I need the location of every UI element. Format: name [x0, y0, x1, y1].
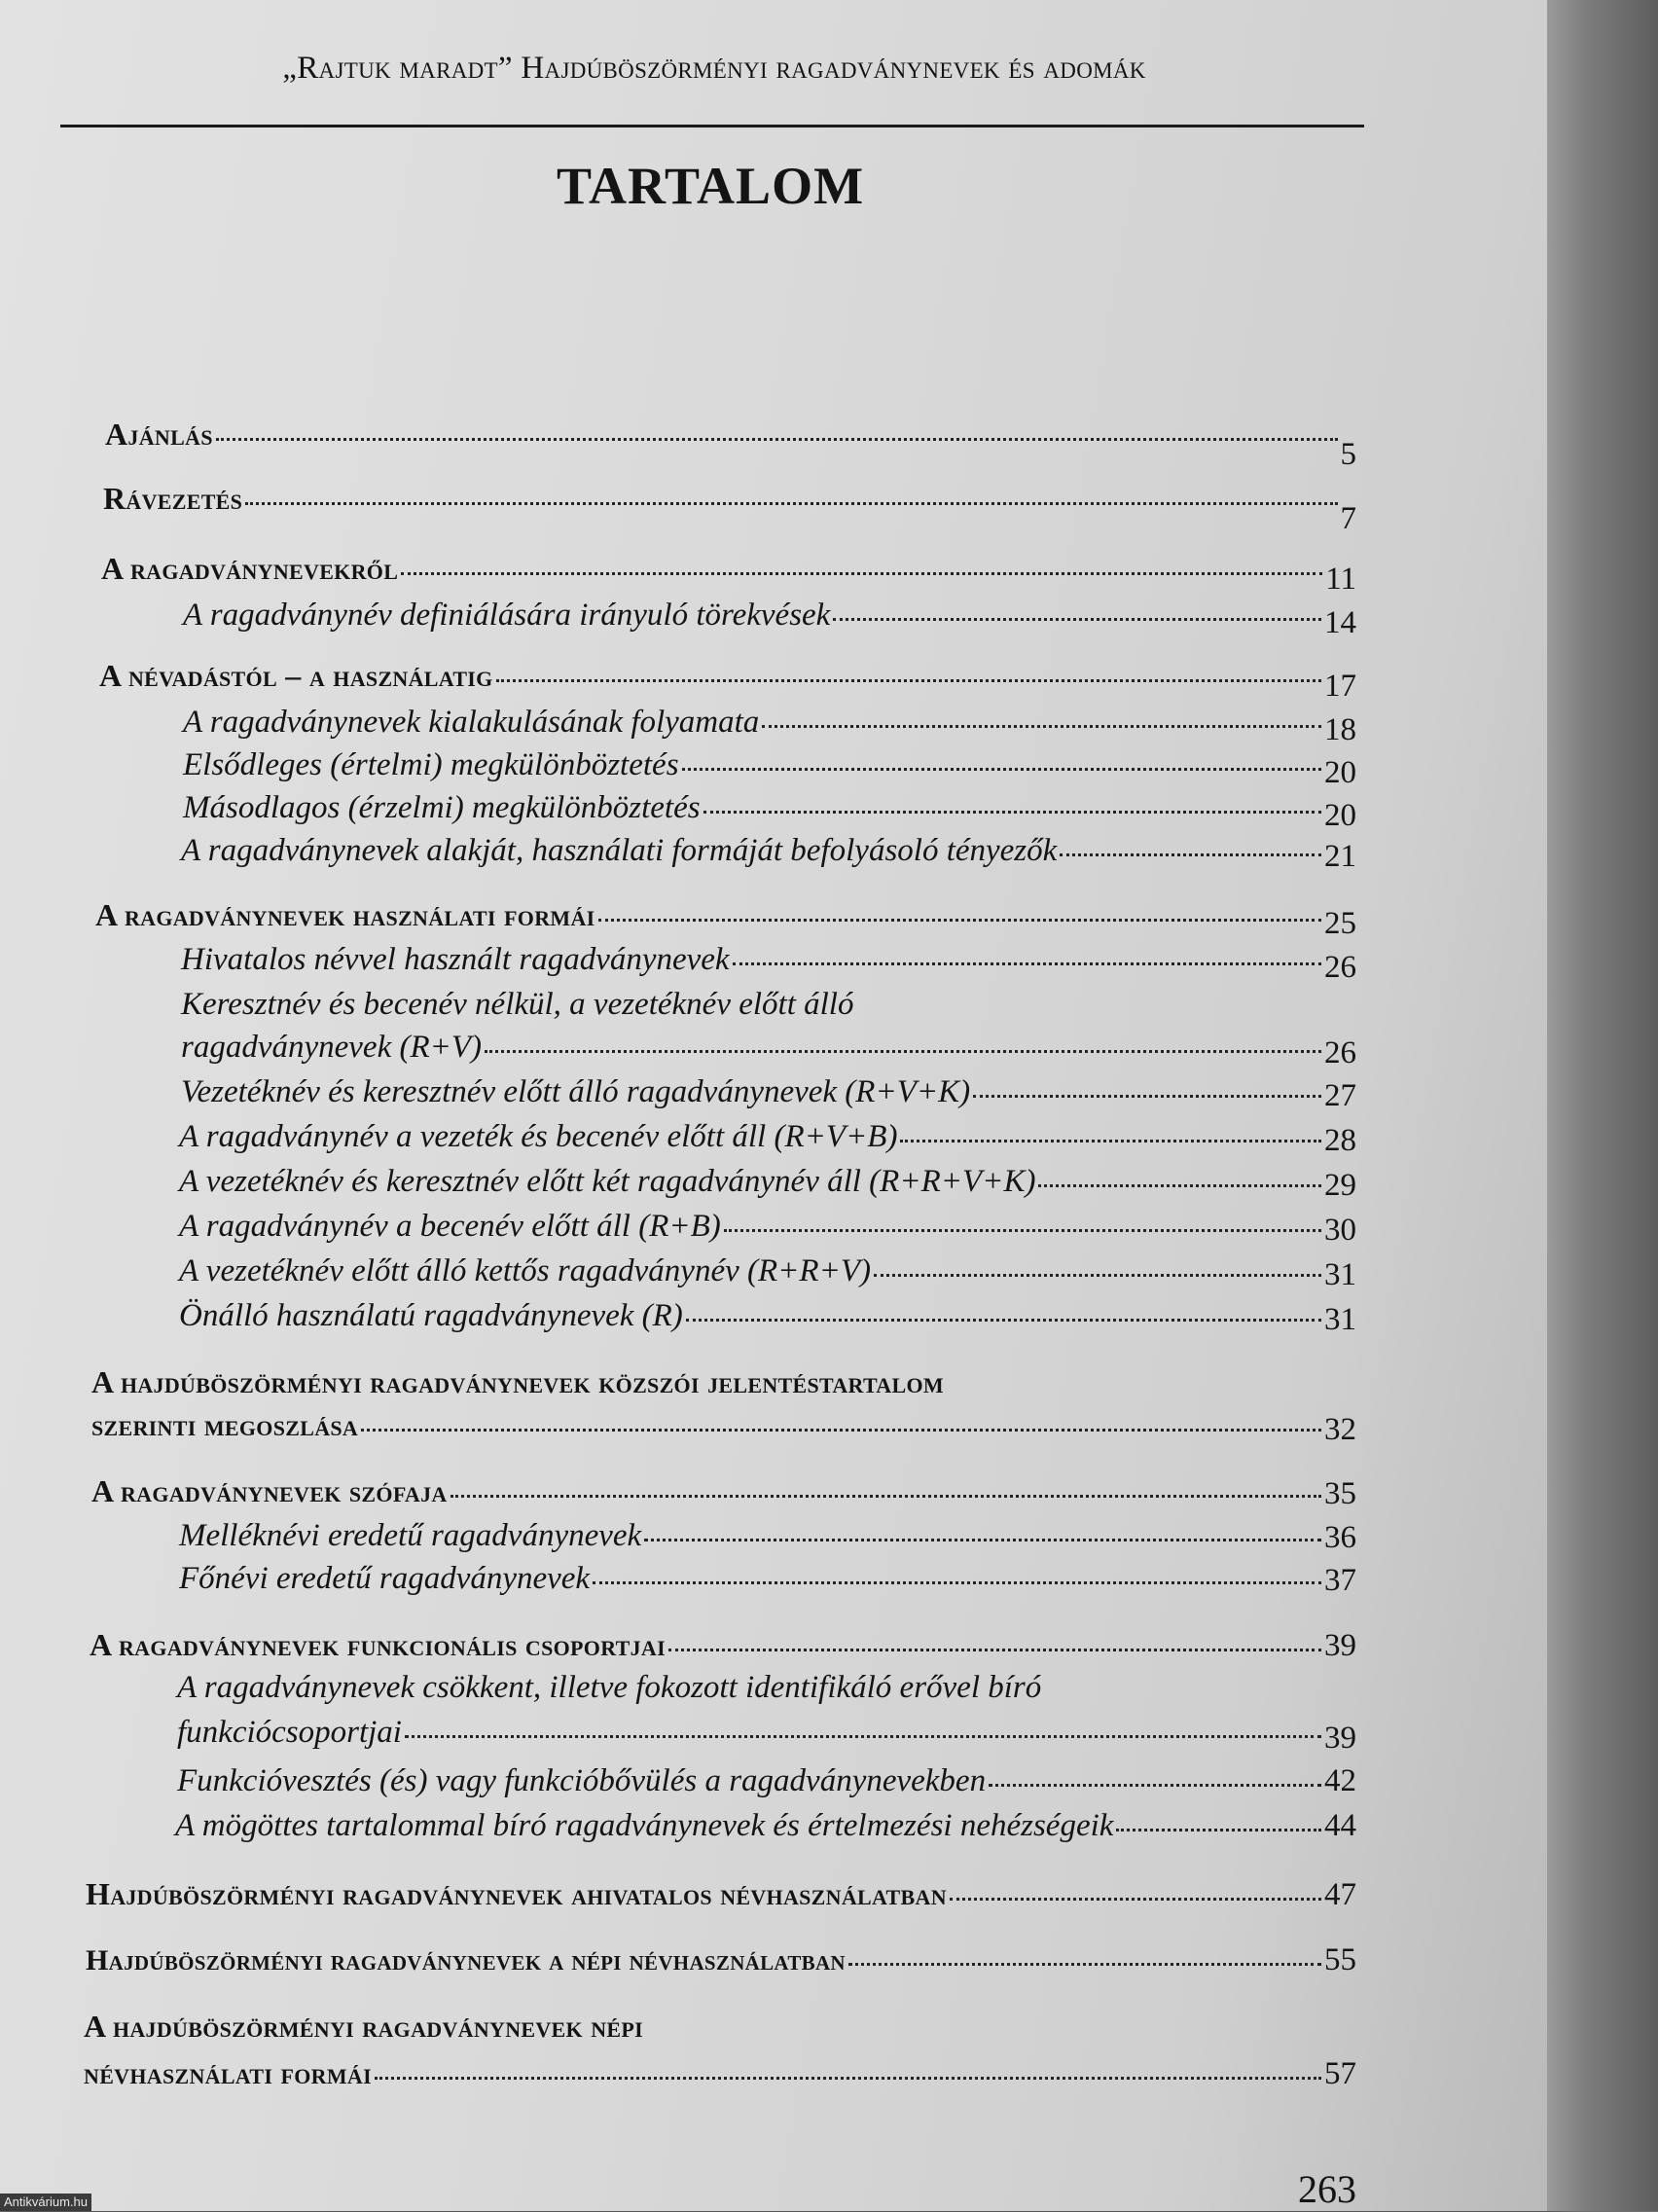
- toc-leader-dots: [668, 1649, 1321, 1651]
- toc-entry: [99, 658, 1356, 704]
- toc-leader-dots: [989, 1784, 1321, 1787]
- toc-page-number: 39: [1324, 1721, 1356, 1756]
- toc-entry-label: Rávezetés: [103, 481, 243, 516]
- toc-page-number: 26: [1324, 1035, 1356, 1070]
- toc-entry-label: Hivatalos névvel használt ragadványnevek: [181, 942, 730, 977]
- toc-entry-label: A ragadványnevek használati formái: [95, 897, 595, 932]
- running-head: „Rajtuk maradt” Hajdúböszörményi ragadványnevek és adomák: [282, 51, 1146, 86]
- toc-entry-label: Ajánlás: [105, 417, 213, 452]
- toc-entry: [91, 1473, 1356, 1512]
- toc-entry-label: Melléknévi eredetű ragadványnevek: [179, 1518, 642, 1553]
- toc-entry: [179, 1253, 1356, 1292]
- toc-leader-dots: [593, 1581, 1321, 1584]
- toc-entry-label: A vezetéknév és keresztnév előtt két ragadványnév áll (R+R+V+K): [179, 1164, 1036, 1199]
- toc-entry-label: névhasználati formái: [84, 2055, 372, 2090]
- toc-leader-dots: [848, 1963, 1321, 1966]
- toc-entry-label: A ragadványnevek kialakulásának folyamata: [183, 705, 760, 740]
- toc-page-number: 25: [1324, 906, 1356, 941]
- page-edge-shadow: [1547, 0, 1658, 2211]
- toc-page-number: 30: [1324, 1213, 1356, 1248]
- toc-entry-label: A ragadványnév a becenév előtt áll (R+B): [179, 1209, 721, 1244]
- toc-entry: [183, 747, 1356, 790]
- toc-entry-label: Vezetéknév és keresztnév előtt álló ragadványnevek (R+V+K): [181, 1074, 971, 1109]
- toc-page-number: 47: [1324, 1877, 1356, 1912]
- toc-entry-label: Hajdúböszörményi ragadványnevek ahivatalos névhasználatban: [86, 1876, 947, 1911]
- toc-leader-dots: [973, 1095, 1321, 1098]
- toc-entry: [181, 1030, 1356, 1069]
- toc-leader-dots: [686, 1319, 1321, 1322]
- toc-page-number: 35: [1324, 1476, 1356, 1511]
- toc-entry-label: A ragadványnevek funkcionális csoportjai: [90, 1627, 666, 1662]
- toc-page-number: 20: [1324, 755, 1356, 790]
- toc-page-number: 31: [1324, 1302, 1356, 1337]
- toc-page-number: 21: [1324, 839, 1356, 874]
- toc-leader-dots: [245, 502, 1337, 505]
- toc-leader-dots: [361, 1429, 1321, 1432]
- toc-page-number: 39: [1324, 1628, 1356, 1663]
- toc-page-number: 29: [1324, 1168, 1356, 1203]
- toc-entry-label: Hajdúböszörményi ragadványnevek a népi névhasználatban: [86, 1944, 846, 1976]
- toc-page-number: 42: [1324, 1763, 1356, 1798]
- toc-page-number: 27: [1324, 1078, 1356, 1113]
- toc-entry-label: Elsődleges (értelmi) megkülönböztetés: [183, 747, 679, 782]
- toc-page-number: 36: [1324, 1520, 1356, 1555]
- toc-entry: [105, 417, 1356, 472]
- toc-leader-dots: [682, 768, 1321, 771]
- toc-leader-dots: [375, 2077, 1321, 2080]
- toc-entry-label: Funkcióvesztés (és) vagy funkcióbővülés a ragadványnevekben: [177, 1763, 987, 1798]
- toc-leader-dots: [644, 1539, 1321, 1541]
- toc-entry: [179, 1561, 1356, 1600]
- toc-leader-dots: [1038, 1184, 1321, 1187]
- toc-entry-label-line1: Keresztnév és becenév nélkül, a vezetéknév előtt álló: [181, 987, 854, 1022]
- toc-leader-dots: [401, 572, 1322, 575]
- toc-entry-label: funkciócsoportjai: [177, 1715, 402, 1750]
- toc-leader-dots: [724, 1229, 1321, 1232]
- toc-page-number: 26: [1324, 950, 1356, 985]
- toc-entry-label: Főnévi eredetű ragadványnevek: [179, 1561, 591, 1596]
- toc-entry: [179, 1209, 1356, 1248]
- toc-entry-label: A ragadványnevek alakját, használati formáját befolyásoló tényezők: [181, 833, 1058, 868]
- page-number: 263: [1298, 2167, 1356, 2211]
- toc-page-number: 44: [1324, 1808, 1356, 1843]
- watermark: Antikvárium.hu: [0, 2194, 91, 2211]
- page-title: TARTALOM: [556, 157, 865, 215]
- toc-page-number: 31: [1324, 1257, 1356, 1292]
- toc-page-number: 32: [1324, 1412, 1356, 1447]
- toc-entry: [181, 833, 1356, 872]
- toc-entry: [86, 1942, 1356, 1981]
- toc-entry: [177, 1763, 1356, 1802]
- toc-page-number: 55: [1324, 1942, 1356, 1977]
- toc-leader-dots: [216, 438, 1338, 441]
- toc-page-number: 7: [1340, 501, 1356, 536]
- toc-leader-dots: [703, 811, 1321, 814]
- toc-leader-dots: [762, 725, 1321, 728]
- toc-entry: [95, 897, 1356, 941]
- toc-entry: [86, 1876, 1356, 1915]
- toc-page-number: 11: [1325, 562, 1356, 597]
- toc-entry-label: A ragadványnév a vezeték és becenév előtt áll (R+V+B): [179, 1119, 898, 1154]
- toc-leader-dots: [874, 1274, 1321, 1277]
- toc-page-number: 57: [1324, 2056, 1356, 2091]
- toc-entry-label-line1: A hajdúböszörményi ragadványnevek népi: [84, 2009, 644, 2044]
- toc-entry-label: A névadástól – a használatig: [99, 658, 493, 693]
- toc-page-number: 37: [1324, 1563, 1356, 1598]
- toc-entry-label: A ragadványnevek szófaja: [91, 1473, 448, 1508]
- toc-leader-dots: [496, 679, 1321, 682]
- toc-entry: [84, 2055, 1356, 2094]
- toc-leader-dots: [451, 1495, 1321, 1498]
- toc-entry-label: Másodlagos (érzelmi) megkülönböztetés: [183, 790, 701, 825]
- toc-entry: [183, 598, 1356, 640]
- toc-entry-label-line1: A ragadványnevek csökkent, illetve fokozott identifikáló erővel bíró: [177, 1670, 1042, 1705]
- toc-page-number: 28: [1324, 1123, 1356, 1158]
- toc-leader-dots: [733, 962, 1321, 965]
- toc-entry: [183, 790, 1356, 833]
- toc-page-number: 17: [1324, 669, 1356, 704]
- toc-entry: [90, 1627, 1356, 1666]
- toc-leader-dots: [833, 618, 1321, 621]
- toc-entry-label: A ragadványnevekről: [101, 551, 399, 586]
- toc-entry-label: A mögöttes tartalommal bíró ragadványnevek és értelmezési nehézségeik: [175, 1808, 1114, 1843]
- toc-leader-dots: [1060, 853, 1321, 856]
- toc-entry: [179, 1518, 1356, 1557]
- toc-entry: [91, 1407, 1356, 1446]
- toc-leader-dots: [485, 1050, 1321, 1053]
- toc-entry-label: ragadványnevek (R+V): [181, 1030, 483, 1065]
- toc-entry: [179, 1119, 1356, 1158]
- toc-entry-label-line1: A hajdúböszörményi ragadványnevek közszói jelentéstartalom: [91, 1364, 944, 1399]
- toc-entry: [177, 1715, 1356, 1754]
- toc-entry: [103, 481, 1356, 536]
- toc-page-number: 14: [1324, 605, 1356, 640]
- toc-entry: [181, 942, 1356, 985]
- toc-entry: [179, 1164, 1356, 1203]
- toc-entry-label: szerinti megoszlása: [91, 1407, 359, 1442]
- toc-entry: [101, 551, 1356, 597]
- toc-leader-dots: [598, 919, 1322, 922]
- toc-leader-dots: [405, 1735, 1321, 1738]
- toc-entry: [175, 1808, 1356, 1847]
- toc-leader-dots: [1116, 1829, 1321, 1831]
- toc-entry: [181, 1074, 1356, 1113]
- toc-page-number: 18: [1324, 712, 1356, 747]
- toc-leader-dots: [900, 1140, 1321, 1142]
- toc-leader-dots: [950, 1898, 1321, 1901]
- toc-entry: [183, 705, 1356, 747]
- toc-page-number: 20: [1324, 798, 1356, 833]
- toc-page-number: 5: [1340, 437, 1356, 472]
- toc-entry-label: Önálló használatú ragadványnevek (R): [179, 1298, 683, 1333]
- toc-entry: [179, 1298, 1356, 1337]
- toc-entry-label: A vezetéknév előtt álló kettős ragadványnév (R+R+V): [179, 1253, 871, 1288]
- toc-entry-label: A ragadványnév definiálására irányuló törekvések: [183, 598, 831, 633]
